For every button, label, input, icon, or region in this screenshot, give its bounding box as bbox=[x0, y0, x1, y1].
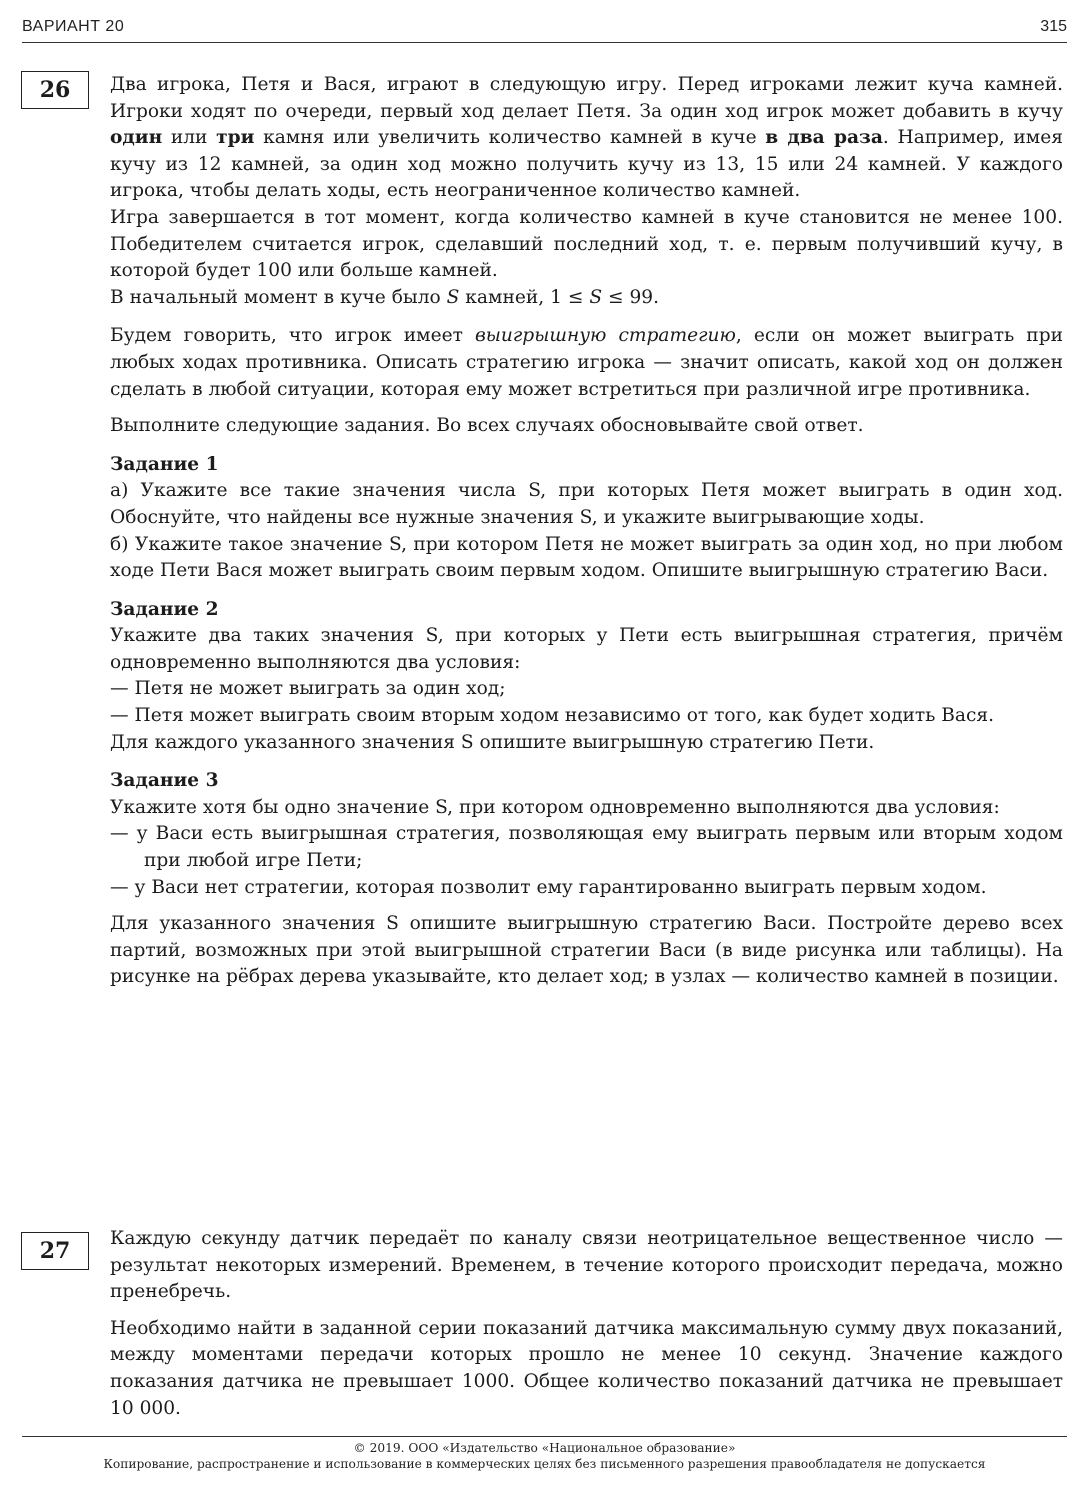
zadanie-3-condition-1: — у Васи есть выигрышная стратегия, позволяющая ему выиграть первым или вторым ходом при любой игре Пети; bbox=[110, 823, 1063, 872]
footer-divider bbox=[22, 1436, 1067, 1437]
task-27-problem: Необходимо найти в заданной серии показаний датчика максимальную сумму двух показаний, между моментами передачи которых прошло не менее 10 секунд. Значение каждого показания датчика не превышает 1000. Общее количество показаний датчика не превышает 10 000. bbox=[110, 1317, 1063, 1419]
task-27-content bbox=[110, 1226, 1063, 1422]
page-number: 315 bbox=[1040, 18, 1067, 35]
zadanie-3-intro: Укажите хотя бы одно значение S, при котором одновременно выполняются два условия: bbox=[110, 796, 1000, 818]
task-26-end-condition: Игра завершается в тот момент, когда количество камней в куче становится не менее 100. Победителем считается игрок, сделавший последний ход, т. е. первым получивший кучу, в которой будет 100 или больше камней. bbox=[110, 206, 1063, 282]
task-26-rules: Два игрока, Петя и Вася, играют в следующую игру. Перед игроками лежит куча камней. Игроки ходят по очереди, первый ход делает Петя. За один ход игрок может добавить в кучу один или три камня или увеличить количество камней в куче в два раза. Например, имея кучу из 12 камней, за один ход можно получить кучу из 13, 15 или 24 камней. У каждого игрока, чтобы делать ходы, есть неограниченное количество камней. bbox=[110, 74, 1063, 202]
zadanie-3-title: Задание 3 bbox=[110, 770, 219, 792]
header-divider bbox=[22, 42, 1067, 43]
copyright-notice: Копирование, распространение и использование в коммерческих целях без письменного разрешения правообладателя не допускается bbox=[103, 1457, 986, 1471]
page-header bbox=[22, 14, 1067, 44]
zadanie-2-intro: Укажите два таких значения S, при которых у Пети есть выигрышная стратегия, причём одновременно выполняются два условия: bbox=[110, 625, 1063, 673]
task-26-instruction: Выполните следующие задания. Во всех случаях обосновывайте свой ответ. bbox=[110, 415, 864, 437]
zadanie-2-condition-1: — Петя не может выиграть за один ход; bbox=[110, 678, 506, 700]
zadanie-1-title: Задание 1 bbox=[110, 453, 219, 475]
zadanie-3-condition-2: — у Васи нет стратегии, которая позволит ему гарантированно выиграть первым ходом. bbox=[110, 876, 987, 898]
task-26-content bbox=[110, 72, 1063, 991]
task-26-initial: В начальный момент в куче было S камней, 1 ≤ S ≤ 99. bbox=[110, 286, 660, 308]
zadanie-2-condition-2: — Петя может выиграть своим вторым ходом независимо от того, как будет ходить Вася. bbox=[110, 705, 995, 727]
zadanie-2-outro: Для каждого указанного значения S опишите выигрышную стратегию Пети. bbox=[110, 731, 875, 753]
copyright-line: © 2019. ООО «Издательство «Национальное образование» bbox=[353, 1441, 736, 1455]
zadanie-3-outro: Для указанного значения S опишите выигрышную стратегию Васи. Постройте дерево всех партий, возможных при этой выигрышной стратегии Васи (в виде рисунка или таблицы). На рисунке на рёбрах дерева указывайте, кто делает ход; в узлах — количество камней в позиции. bbox=[110, 913, 1063, 988]
task-26-strategy-def: Будем говорить, что игрок имеет выигрышную стратегию, если он может выиграть при любых ходах противника. Описать стратегию игрока — значит описать, какой ход он должен сделать в любой ситуации, которая ему может встретиться при различной игре противника. bbox=[110, 325, 1063, 400]
variant-label: ВАРИАНТ 20 bbox=[22, 18, 125, 35]
task-27-intro: Каждую секунду датчик передаёт по каналу связи неотрицательное вещественное число — результат некоторых измерений. Временем, в течение которого происходит передача, можно пренебречь. bbox=[110, 1228, 1063, 1303]
zadanie-1-a: а) Укажите все такие значения числа S, при которых Петя может выиграть в один ход. Обоснуйте, что найдены все нужные значения S, и укажите выигрывающие ходы. bbox=[110, 480, 1063, 528]
zadanie-1-b: б) Укажите такое значение S, при котором Петя не может выиграть за один ход, но при любом ходе Пети Вася может выиграть своим первым ходом. Опишите выигрышную стратегию Васи. bbox=[110, 533, 1063, 582]
task-27-number-box: 27 bbox=[21, 1232, 89, 1270]
task-26-number-box: 26 bbox=[21, 71, 89, 109]
zadanie-2-title: Задание 2 bbox=[110, 598, 219, 620]
page-footer bbox=[22, 1440, 1067, 1472]
